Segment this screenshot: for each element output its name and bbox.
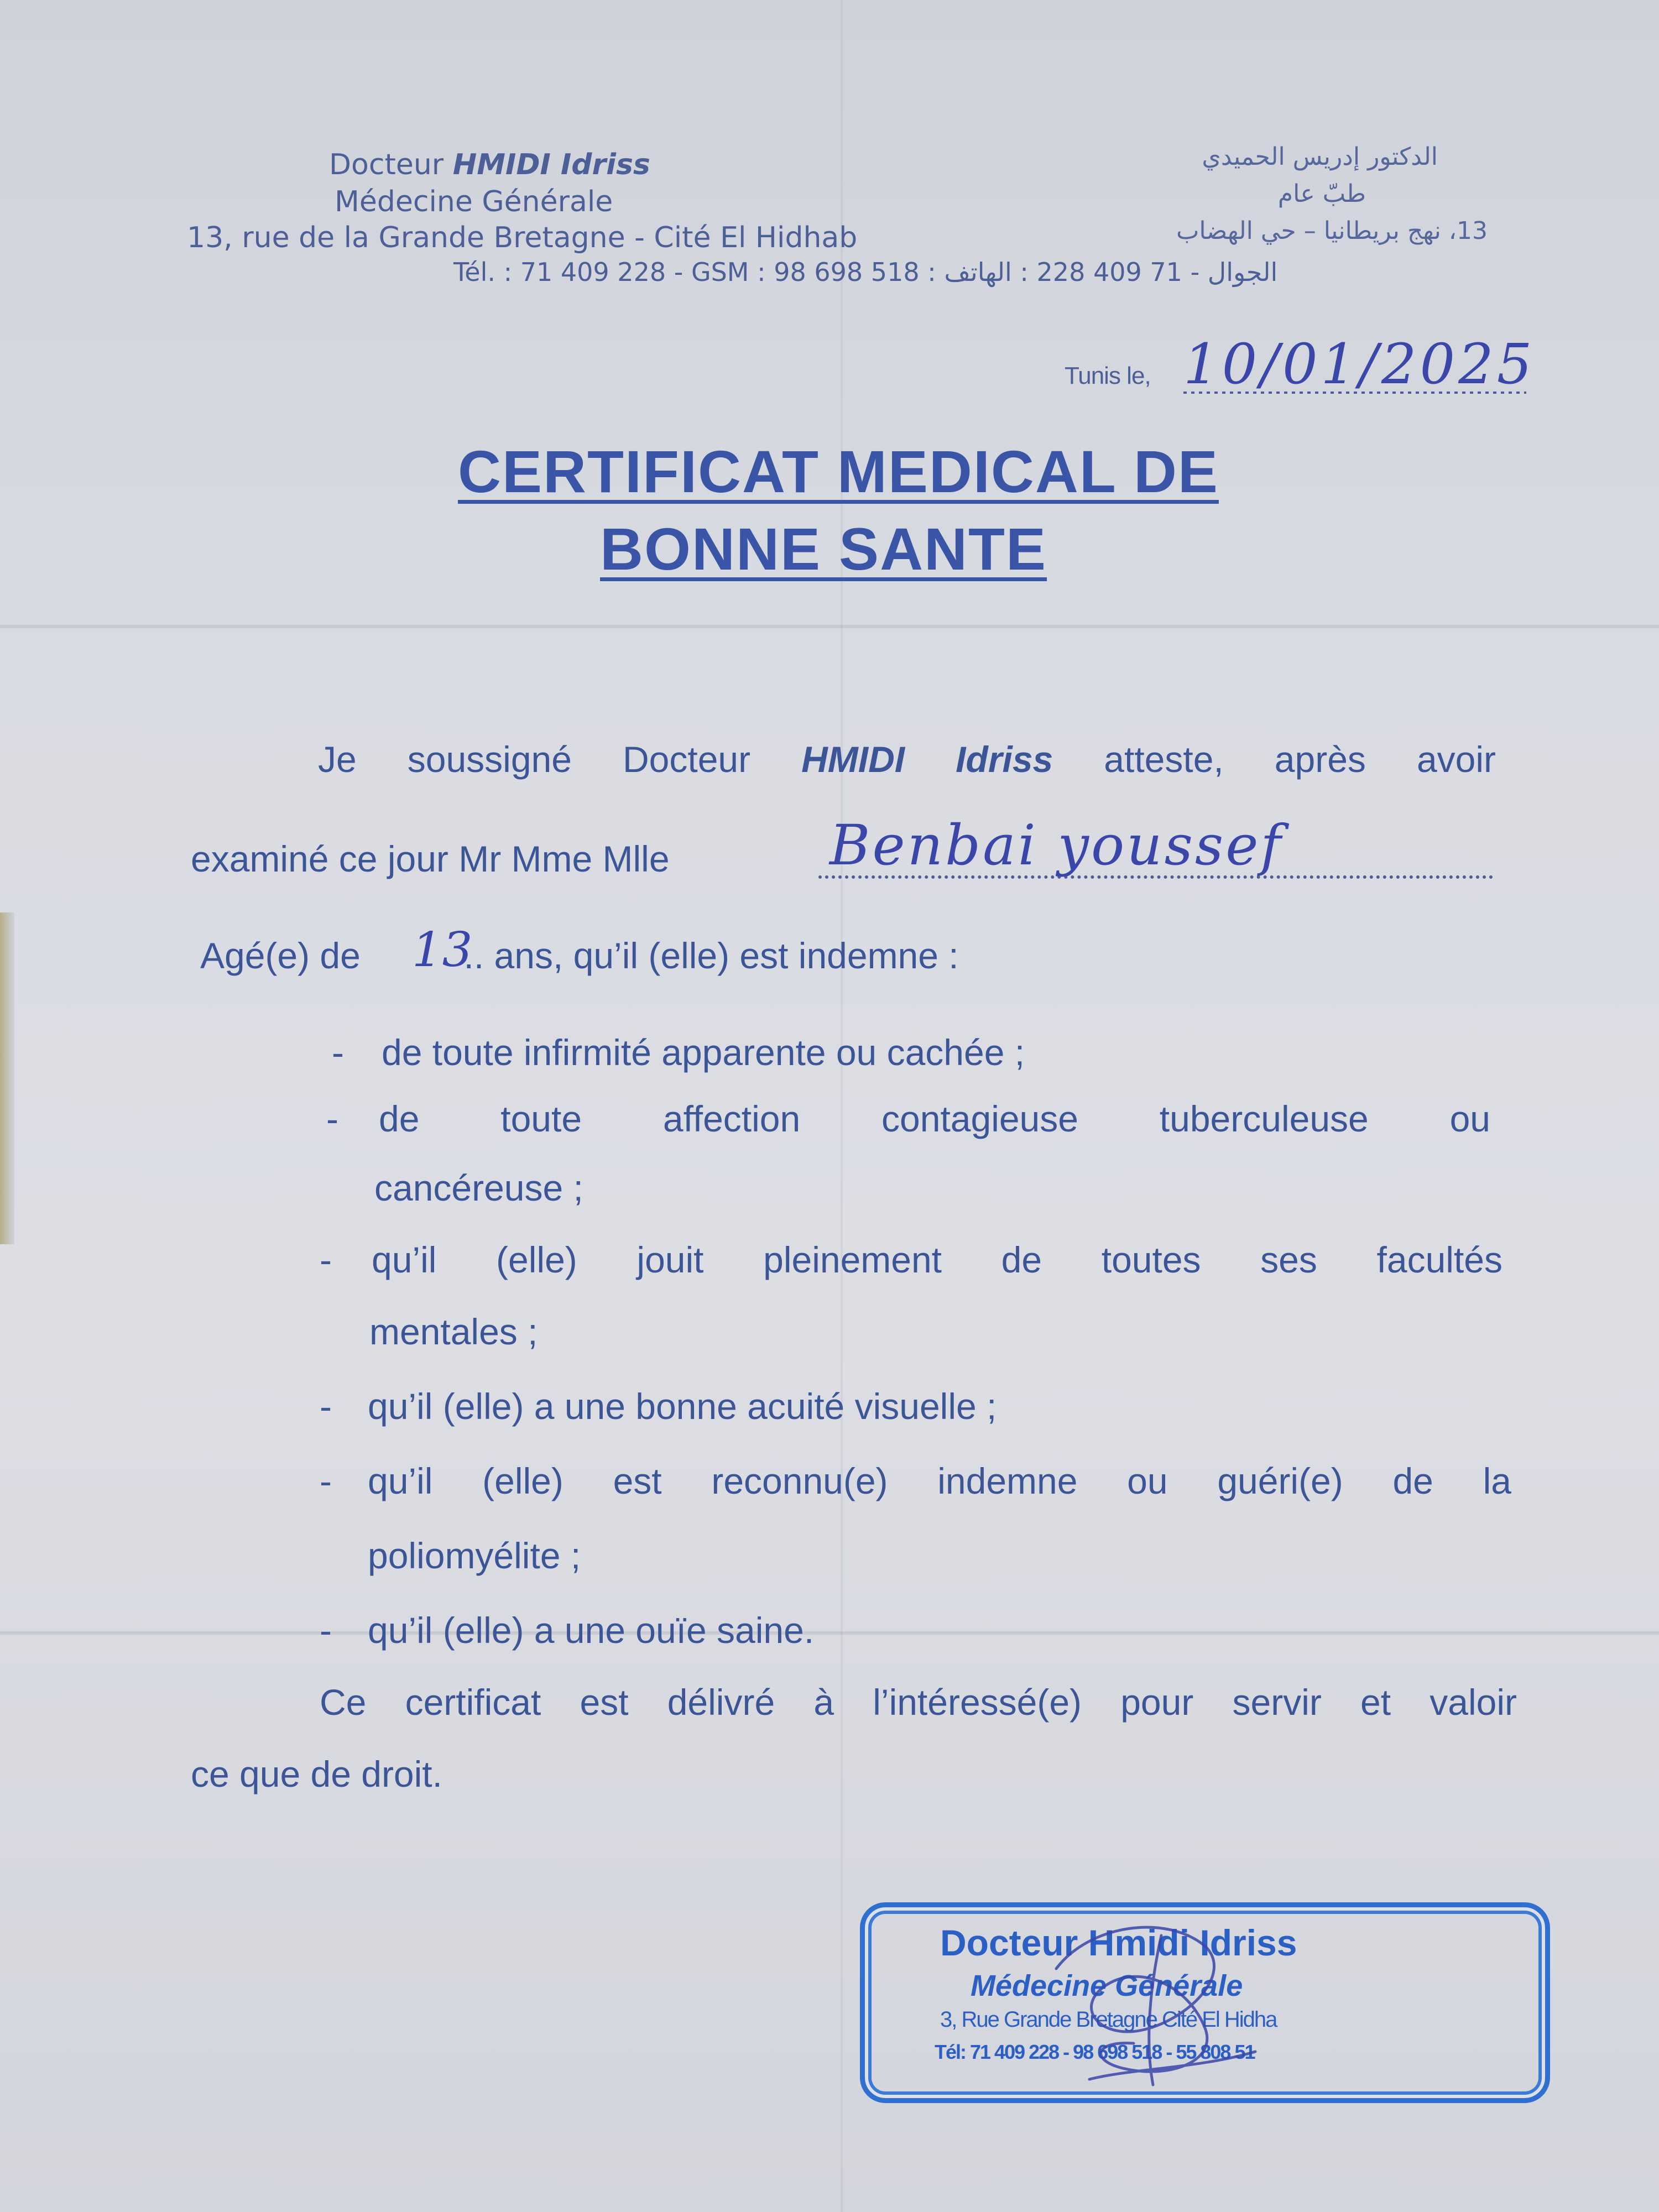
attestation-line-1: Je soussigné Docteur HMIDI Idriss atteste, après avoir — [318, 739, 1496, 780]
list-dash: - — [320, 1460, 332, 1501]
list-item-continuation: mentales ; — [369, 1311, 538, 1352]
list-item: qu’il (elle) jouit pleinement de toutes ses facultés — [372, 1239, 1503, 1280]
list-item: qu’il (elle) a une ouïe saine. — [368, 1610, 815, 1651]
list-item-continuation: poliomyélite ; — [368, 1535, 581, 1576]
stamp-address: 3, Rue Grande Bretagne Cité El Hidha — [940, 2007, 1277, 2032]
title-line-2: BONNE SANTE — [600, 515, 1047, 582]
list-dash: - — [326, 1098, 338, 1139]
doctor-name-header: Docteur HMIDI Idriss — [329, 148, 650, 181]
date-handwritten: 10/01/2025 — [1183, 332, 1536, 397]
list-item: de toute infirmité apparente ou cachée ; — [382, 1032, 1025, 1073]
address-header: 13, rue de la Grande Bretagne - Cité El Hidhab — [187, 221, 858, 254]
list-dash: - — [320, 1239, 332, 1280]
specialty-arabic: طبّ عام — [1277, 180, 1366, 208]
attestation-line-3: Agé(e) de .. ans, qu’il (elle) est indemne : — [200, 935, 959, 976]
age-handwritten: 13 — [412, 922, 473, 978]
paper-fold — [0, 1631, 1659, 1635]
signature — [1023, 1902, 1300, 2101]
closing-line-2: ce que de droit. — [191, 1754, 442, 1794]
list-item-continuation: cancéreuse ; — [374, 1167, 583, 1208]
date-underline — [1183, 337, 1543, 404]
paper-edge — [0, 912, 14, 1244]
list-dash: - — [332, 1032, 344, 1073]
list-item: de toute affection contagieuse tuberculeuse ou — [379, 1098, 1490, 1139]
stamp-doctor-name: Docteur Hmidi Idriss — [940, 1922, 1297, 1963]
list-item: qu’il (elle) a une bonne acuité visuelle ; — [368, 1386, 997, 1427]
patient-name-handwritten: Benbai youssef — [830, 813, 1284, 878]
address-arabic: 13، نهج بريطانيا – حي الهضاب — [1176, 217, 1488, 245]
paper-fold — [0, 625, 1659, 628]
stamp-specialty: Médecine Générale — [971, 1969, 1243, 2002]
doctor-name-arabic: الدكتور إدريس الحميدي — [1202, 143, 1438, 171]
date-label: Tunis le, — [1065, 362, 1151, 389]
list-item: qu’il (elle) est reconnu(e) indemne ou guéri(e) de la — [368, 1460, 1511, 1501]
phone-header: Tél. : 71 409 228 - GSM : 98 698 518 : الجوال - 71 409 228 : الهاتف — [453, 257, 1278, 287]
specialty-header: Médecine Générale — [335, 185, 613, 218]
list-dash: - — [320, 1386, 332, 1427]
attestation-line-2: examiné ce jour Mr Mme Mlle — [191, 838, 670, 879]
title-line-1: CERTIFICAT MEDICAL DE — [458, 438, 1219, 505]
list-dash: - — [320, 1610, 332, 1651]
closing-line-1: Ce certificat est délivré à l’intéressé(e) pour servir et valoir — [320, 1682, 1517, 1723]
stamp-phone: Tél: 71 409 228 - 98 698 518 - 55 808 51 — [935, 2041, 1255, 2063]
